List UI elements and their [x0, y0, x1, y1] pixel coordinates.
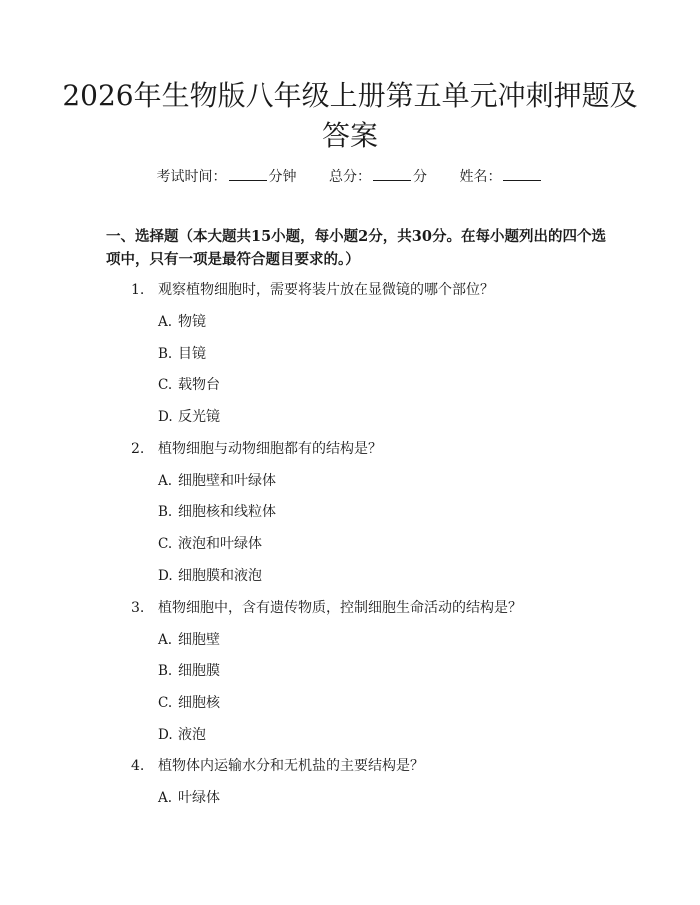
total-score-label: 总分： — [329, 169, 371, 185]
option-text: 载物台 — [178, 377, 220, 394]
option-text: 目镜 — [178, 345, 206, 362]
exam-time-label: 考试时间： — [156, 169, 227, 185]
option-letter: A. — [158, 790, 173, 807]
option-text: 叶绿体 — [178, 790, 220, 807]
option-text: 液泡和叶绿体 — [178, 536, 262, 553]
exam-time-unit: 分钟 — [268, 169, 297, 185]
question-text: 植物细胞中，含有遗传物质，控制细胞生命活动的结构是？ — [158, 599, 522, 616]
answer-option — [0, 724, 700, 756]
option-text: 细胞壁 — [178, 631, 220, 648]
option-text: 细胞膜和液泡 — [178, 567, 262, 584]
answer-option — [0, 692, 700, 724]
question-number: 4. — [131, 758, 145, 775]
exam-info-line — [0, 166, 700, 188]
question-number: 2. — [131, 440, 145, 457]
total-score-blank — [373, 166, 411, 181]
option-letter: B. — [158, 345, 173, 362]
option-letter: D. — [158, 567, 173, 584]
answer-option — [0, 629, 700, 661]
option-letter: A. — [158, 472, 173, 489]
option-text: 细胞膜 — [178, 663, 220, 680]
question-text: 植物体内运输水分和无机盐的主要结构是？ — [158, 758, 424, 775]
answer-option — [0, 787, 700, 819]
option-letter: C. — [158, 536, 173, 553]
option-text: 细胞核和线粒体 — [178, 504, 276, 521]
question-number: 3. — [131, 599, 145, 616]
student-name-label: 姓名： — [459, 169, 502, 185]
student-name-blank — [503, 166, 541, 181]
exam-time-field — [157, 166, 297, 188]
question-text: 观察植物细胞时，需要将装片放在显微镜的哪个部位？ — [158, 282, 494, 298]
answer-option — [0, 533, 700, 565]
option-text: 液泡 — [178, 726, 206, 743]
option-letter: A. — [158, 631, 173, 648]
document-title: 2026年生物版八年级上册第五单元冲刺押题及答案 — [62, 79, 638, 152]
student-name-field — [459, 166, 543, 188]
total-score-field — [329, 166, 427, 188]
answer-option — [0, 311, 700, 343]
question-number: 1. — [131, 282, 145, 298]
option-letter: C. — [158, 377, 173, 394]
section-heading: 一、选择题（本大题共15小题，每小题2分，共30分。在每小题列出的四个选项中，只有一项是最符合题目要求的。） — [106, 228, 606, 268]
question-text: 植物细胞与动物细胞都有的结构是？ — [158, 440, 382, 457]
option-letter: B. — [158, 663, 173, 680]
option-text: 细胞核 — [178, 694, 220, 711]
question-item — [0, 438, 700, 470]
option-letter: D. — [158, 726, 173, 743]
option-text: 物镜 — [178, 314, 206, 330]
answer-option — [0, 406, 700, 438]
option-letter: C. — [158, 694, 173, 711]
question-item — [0, 279, 700, 311]
answer-option — [0, 470, 700, 502]
option-letter: A. — [158, 314, 173, 330]
option-letter: B. — [158, 504, 173, 521]
exam-time-blank — [229, 166, 267, 181]
option-text: 反光镜 — [178, 409, 220, 426]
answer-option — [0, 501, 700, 533]
question-item — [0, 597, 700, 629]
question-item — [0, 755, 700, 787]
answer-option — [0, 343, 700, 375]
option-letter: D. — [158, 409, 173, 426]
question-list — [0, 279, 700, 819]
option-text: 细胞壁和叶绿体 — [178, 472, 276, 489]
answer-option — [0, 660, 700, 692]
answer-option — [0, 374, 700, 406]
total-score-unit: 分 — [413, 169, 427, 185]
answer-option — [0, 565, 700, 597]
